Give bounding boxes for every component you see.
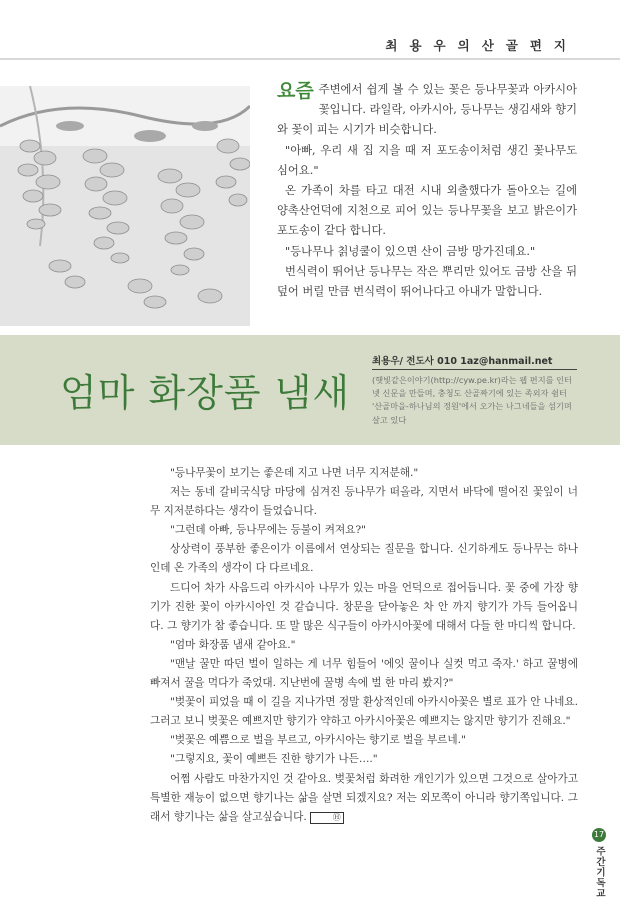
- body-paragraph: 어쩜 사람도 마찬가지인 것 같아요. 벚꽃처럼 화려한 개인기가 있으면 그것으로 살아가고 특별한 재능이 없으면 향기나는 삶을 살면 되겠지요? 저는 외모쪽이 아니라 향기쪽입니다. 그래서 향기나는 삶을 살고싶습니다. Ⓗ: [150, 772, 578, 823]
- body-paragraph: 상상력이 풍부한 좋은이가 이름에서 연상되는 질문을 합니다. 신기하게도 등나무는 하나인데 온 가족의 생각이 다 다르네요.: [150, 543, 578, 575]
- intro-paragraph: 번식력이 뛰어난 등나무는 작은 뿌리만 있어도 금방 산을 뒤덮어 버릴 만큼 번식력이 뛰어나다고 아내가 말합니다.: [277, 264, 577, 299]
- wisteria-photo: [0, 86, 250, 326]
- magazine-name: 주간기독교: [594, 846, 605, 899]
- body-paragraph: "엄마 화장품 냄새 같아요.": [170, 638, 296, 651]
- flower-photo-icon: [0, 86, 250, 326]
- body-paragraph: "등나무꽃이 보기는 좋은데 지고 나면 너무 지저분해.": [170, 467, 419, 479]
- intro-paragraph: "등나무나 칡넝쿨이 있으면 산이 금방 망가진데요.": [285, 244, 536, 258]
- body-paragraph: "맨날 꿀만 따던 벌이 일하는 게 너무 힘들어 '에잇 꿀이나 실컷 먹고 죽자.' 하고 꿀병에 빠져서 꿀을 먹다가 죽었대. 지난번에 꿀병 속에 벌 한 마리 봤지?": [150, 657, 578, 690]
- side-tab: [588, 828, 610, 899]
- article-body: [150, 464, 578, 827]
- intro-paragraph: 온 가족이 차를 타고 대전 시내 외출했다가 돌아오는 길에 양촉산언덕에 지천으로 피어 있는 등나무꽃을 보고 밝은이가 포도송이 같다 합니다.: [277, 184, 577, 238]
- body-paragraph: "벚꽃이 피었을 때 이 길을 지나가면 정말 환상적인데 아카시아꽃은 별로 표가 안 나네요. 그러고 보니 벚꽃은 예쁘지만 향기가 약하고 아카시아꽃은 예쁘지는 않지만 향기가 진해요.": [150, 696, 578, 728]
- page-header: [0, 30, 620, 60]
- header-divider: [0, 58, 620, 60]
- author-byline: 최용우/ 전도사 010 1az@hanmail.net: [372, 353, 577, 370]
- intro-text: [277, 80, 577, 302]
- page-number: 17: [592, 828, 606, 842]
- intro-paragraph: 요즘 주변에서 쉽게 볼 수 있는 꽃은 등나무꽃과 아카시아꽃입니다. 라일락, 아카시아, 등나무는 생김새와 향기와 꽃이 피는 시기가 비슷합니다.: [277, 80, 577, 137]
- intro-paragraph: "아빠, 우리 새 집 지을 때 저 포도송이처럼 생긴 꽃나무도 심어요.": [277, 143, 577, 177]
- article-title: 엄마 화장품 냄새: [60, 371, 351, 415]
- body-paragraph: 드디어 차가 사음드리 아카시아 나무가 있는 마을 언덕으로 접어듭니다. 꽃 중에 가장 향기가 진한 꽃이 아카시아인 것 같습니다. 창문을 닫아놓은 차 안 까지 향기가 가득 들어옵니다. 그 향기가 참 좋습니다. 또 말 많은 식구들이 아카시아꽃에 대해서 다들 한 마디씩 합니다.: [150, 581, 578, 632]
- body-paragraph: 저는 동네 갈비국식당 마당에 심겨진 등나무가 떠올라, 지면서 바닥에 떨어진 꽃잎이 너무 지저분하다는 생각이 들었습니다.: [150, 486, 578, 518]
- body-paragraph: "그렇지요, 꽃이 예쁘든 진한 향기가 나든….": [170, 753, 378, 766]
- title-band: [0, 335, 620, 445]
- author-block: [372, 353, 577, 427]
- author-bio: (햇빛같은이야기(http://cyw.pe.kr)라는 웹 편지를 인터넷 신문을 만들며, 충청도 산골짜기에 있는 족외자 쉼터 '산골마을-하나님의 정원'에서 오가는 나그네들을 섬기며 살고 있다: [372, 375, 572, 425]
- body-paragraph: "그런데 아빠, 등나무에는 등불이 켜져요?": [170, 524, 366, 537]
- end-mark-icon: Ⓗ: [310, 812, 344, 824]
- series-title: 최용우의산골편지: [385, 38, 578, 53]
- body-paragraph: "벚꽃은 예쁨으로 벌을 부르고, 아카시아는 향기로 벌을 부르네.": [170, 734, 466, 747]
- dropcap: 요즘: [277, 80, 314, 102]
